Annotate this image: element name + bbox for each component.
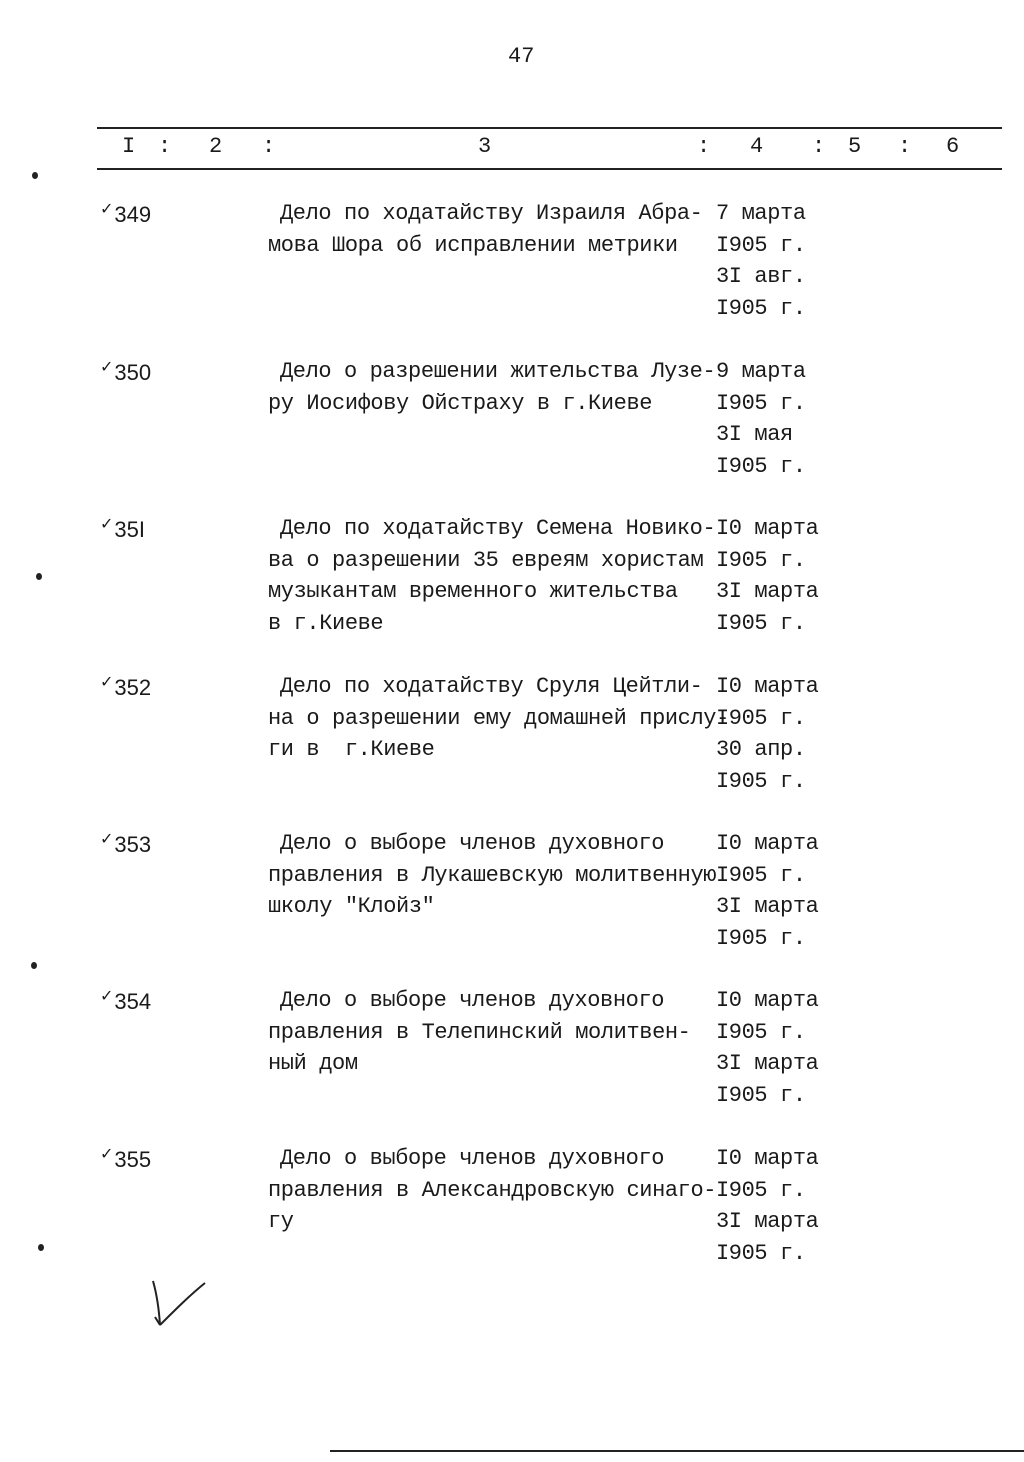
description-line: правления в Лукашевскую молитвенную xyxy=(268,862,717,888)
date-line: I905 г. xyxy=(716,1240,806,1266)
case-number-text: 354 xyxy=(114,989,152,1014)
description-line: в г.Киеве xyxy=(268,610,384,636)
case-number xyxy=(100,1147,151,1173)
header-sep: : xyxy=(812,134,826,159)
case-dates xyxy=(716,356,806,482)
case-number xyxy=(100,202,151,228)
list-item xyxy=(0,201,1024,360)
date-line: I905 г. xyxy=(716,1177,806,1203)
header-col-5: 5 xyxy=(848,134,862,159)
case-number xyxy=(100,360,151,386)
case-dates xyxy=(716,198,806,324)
date-line: 3I марта xyxy=(716,1051,819,1076)
date-line: I905 г. xyxy=(716,295,806,321)
date-line: 3I марта xyxy=(716,894,819,919)
description-line: Дело по ходатайству Семена Новико- xyxy=(280,516,716,541)
description-line: ру Иосифову Ойстраху в г.Киеве xyxy=(268,390,653,416)
case-number xyxy=(100,517,145,543)
date-line: I905 г. xyxy=(716,453,806,479)
case-number-text: 355 xyxy=(114,1147,152,1172)
description-line: Дело по ходатайству Сруля Цейтли- xyxy=(280,674,703,699)
date-line: I0 марта xyxy=(716,516,819,541)
case-number-text: 352 xyxy=(114,675,152,700)
description-line: Дело о выборе членов духовного xyxy=(280,831,665,856)
case-dates xyxy=(716,985,818,1111)
check-mark-icon: ✓ xyxy=(100,516,114,533)
date-line: I905 г. xyxy=(716,862,806,888)
footer-rule xyxy=(330,1450,1024,1452)
header-sep: : xyxy=(262,134,276,159)
list-item xyxy=(0,516,1024,675)
case-number-text: 349 xyxy=(114,202,152,227)
date-line: 3I мая xyxy=(716,422,793,447)
date-line: 3I марта xyxy=(716,579,819,604)
header-top-rule xyxy=(97,127,1002,129)
description-line: Дело о разрешении жительства Лузе- xyxy=(280,359,716,384)
case-dates xyxy=(716,671,818,797)
description-line: Дело по ходатайству Израиля Абра- xyxy=(280,201,703,226)
list-item xyxy=(0,831,1024,990)
case-dates xyxy=(716,828,818,954)
description-line: Дело о выборе членов духовного xyxy=(280,1146,665,1171)
header-bottom-rule xyxy=(97,168,1002,170)
punch-hole-mark xyxy=(36,573,42,580)
case-number-text: 353 xyxy=(114,832,152,857)
case-description xyxy=(268,513,715,639)
punch-hole-mark xyxy=(32,172,38,179)
header-col-3: 3 xyxy=(478,134,492,159)
case-description xyxy=(268,198,702,261)
date-line: 3I авг. xyxy=(716,264,806,289)
case-number-text: 35I xyxy=(114,517,145,542)
date-line: I905 г. xyxy=(716,705,806,731)
check-mark-icon: ✓ xyxy=(100,1146,114,1163)
date-line: I0 марта xyxy=(716,1146,819,1171)
date-line: I905 г. xyxy=(716,768,806,794)
description-line: музыкантам временного жительства xyxy=(268,579,678,604)
list-item xyxy=(0,988,1024,1147)
header-col-2: 2 xyxy=(209,134,223,159)
date-line: I905 г. xyxy=(716,610,806,636)
description-line: ги в г.Киеве xyxy=(268,737,435,762)
case-description xyxy=(268,985,690,1080)
case-number-text: 350 xyxy=(114,360,152,385)
check-mark-icon: ✓ xyxy=(100,674,114,691)
case-description xyxy=(268,671,729,766)
description-line: на о разрешении ему домашней прислу- xyxy=(268,705,729,731)
description-line: Дело о выборе членов духовного xyxy=(280,988,665,1013)
date-line: 7 марта xyxy=(716,201,806,226)
punch-hole-mark xyxy=(31,962,37,969)
date-line: I0 марта xyxy=(716,831,819,856)
signature-mark-icon xyxy=(145,1275,215,1335)
date-line: I905 г. xyxy=(716,232,806,258)
check-mark-icon: ✓ xyxy=(100,201,114,218)
check-mark-icon: ✓ xyxy=(100,988,114,1005)
case-dates xyxy=(716,513,818,639)
description-line: мова Шора об исправлении метрики xyxy=(268,232,678,258)
description-line: гу xyxy=(268,1209,294,1234)
header-sep: : xyxy=(898,134,912,159)
case-number xyxy=(100,989,151,1015)
date-line: I0 марта xyxy=(716,988,819,1013)
header-col-4: 4 xyxy=(750,134,764,159)
description-line: ва о разрешении 35 евреям хористам xyxy=(268,547,704,573)
check-mark-icon: ✓ xyxy=(100,831,114,848)
list-item xyxy=(0,674,1024,833)
date-line: I905 г. xyxy=(716,925,806,951)
header-sep: : xyxy=(158,134,172,159)
date-line: I0 марта xyxy=(716,674,819,699)
list-item xyxy=(0,359,1024,518)
description-line: правления в Телепинский молитвен- xyxy=(268,1019,691,1045)
punch-hole-mark xyxy=(38,1244,44,1251)
date-line: I905 г. xyxy=(716,547,806,573)
page-number: 47 xyxy=(508,44,535,69)
description-line: правления в Александровскую синаго- xyxy=(268,1177,717,1203)
check-mark-icon: ✓ xyxy=(100,359,114,376)
date-line: 30 апр. xyxy=(716,737,806,762)
date-line: I905 г. xyxy=(716,1019,806,1045)
date-line: 3I марта xyxy=(716,1209,819,1234)
case-description xyxy=(268,356,715,419)
description-line: ный дом xyxy=(268,1051,358,1076)
case-number xyxy=(100,675,151,701)
header-sep: : xyxy=(697,134,711,159)
case-number xyxy=(100,832,151,858)
header-col-6: 6 xyxy=(946,134,960,159)
date-line: I905 г. xyxy=(716,390,806,416)
date-line: I905 г. xyxy=(716,1082,806,1108)
case-dates xyxy=(716,1143,818,1269)
date-line: 9 марта xyxy=(716,359,806,384)
case-description xyxy=(268,1143,716,1238)
case-description xyxy=(268,828,716,923)
description-line: школу "Клойз" xyxy=(268,894,435,919)
header-col-1: I xyxy=(122,134,136,159)
